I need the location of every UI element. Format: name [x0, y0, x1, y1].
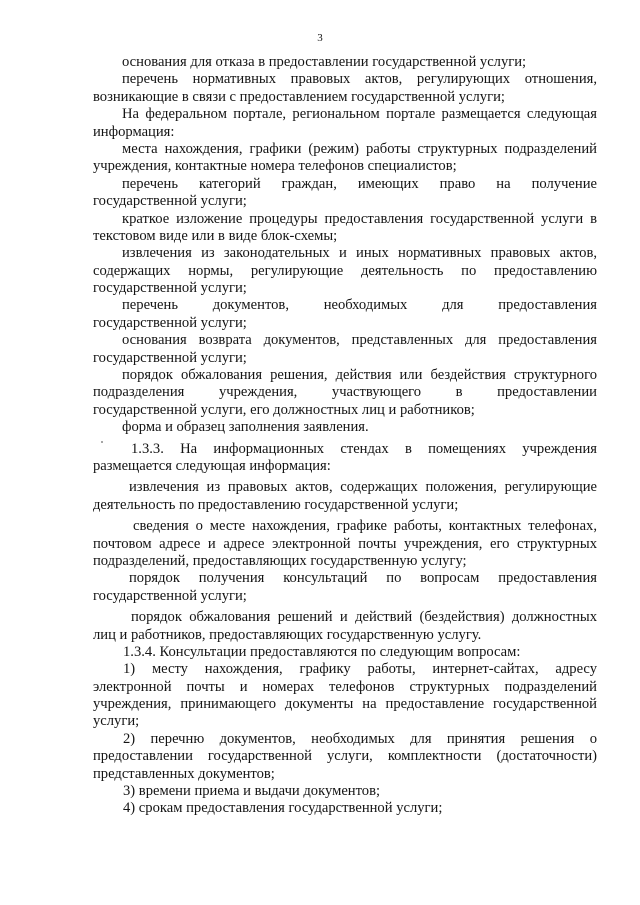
text-line: деятельность по предоставлению государственной услуги;	[93, 496, 459, 513]
text-line: порядок обжалования решений и действий (бездействия) должностных	[131, 609, 597, 626]
text-line: государственной услуги, его должностных лиц и работников;	[93, 401, 475, 418]
text-line: предоставлении государственной услуги, комплектности (достаточности)	[93, 748, 597, 765]
text-line: возникающие в связи с предоставлением государственной услуги;	[93, 88, 505, 105]
text-line: учреждения, принимающего документы на предоставление государственной	[93, 696, 597, 713]
text-line: электронной почты и номерах телефонов структурных подразделений	[93, 678, 597, 695]
text-line: перечень документов, необходимых для предоставления	[122, 297, 597, 314]
text-line: государственной услуги;	[93, 349, 247, 366]
text-line: форма и образец заполнения заявления.	[122, 419, 369, 436]
text-line: перечень категорий граждан, имеющих право на получение	[122, 175, 597, 192]
text-line: извлечения из законодательных и иных нормативных правовых актов,	[122, 245, 597, 262]
text-line: места нахождения, графики (режим) работы структурных подразделений	[122, 140, 597, 157]
text-line: текстовом виде или в виде блок-схемы;	[93, 227, 338, 244]
text-line: 3) времени приема и выдачи документов;	[123, 783, 381, 800]
text-line: 2) перечню документов, необходимых для принятия решения о	[123, 730, 597, 747]
text-line: подразделения учреждения, участвующего в предоставлении	[93, 384, 597, 401]
text-line: 1.3.3. На информационных стендах в помещениях учреждения	[131, 440, 597, 457]
text-line: порядок получения консультаций по вопросам предоставления	[129, 570, 597, 587]
text-line: 1.3.4. Консультации предоставляются по следующим вопросам:	[123, 643, 521, 660]
text-line: услуги;	[93, 713, 140, 730]
text-line: информация:	[93, 123, 175, 140]
text-line: 1) месту нахождения, графику работы, интернет-сайтах, адресу	[123, 661, 597, 678]
text-line: представленных документов;	[93, 765, 275, 782]
text-line: порядок обжалования решения, действия или бездействия структурного	[122, 367, 597, 384]
text-line: перечень нормативных правовых актов, регулирующих отношения,	[122, 71, 597, 88]
text-line: подразделений, предоставляющих государственную услугу;	[93, 552, 467, 569]
text-line: основания для отказа в предоставлении государственной услуги;	[122, 54, 527, 70]
text-line: содержащих нормы, регулирующие деятельность по предоставлению	[93, 262, 597, 279]
text-line: 4) срокам предоставления государственной услуги;	[123, 800, 443, 817]
text-line: основания возврата документов, представленных для предоставления	[122, 332, 597, 349]
text-line: государственной услуги;	[93, 314, 247, 331]
document-body	[93, 54, 597, 818]
text-line: размещается следующая информация:	[93, 457, 331, 474]
text-line: сведения о месте нахождения, графике работы, контактных телефонах,	[133, 518, 597, 535]
text-line: На федеральном портале, региональном портале размещается следующая	[122, 106, 597, 123]
text-line: краткое изложение процедуры предоставления государственной услуги в	[122, 210, 597, 227]
text-line: лиц и работников, предоставляющих государственную услугу.	[93, 626, 482, 643]
text-line: государственной услуги;	[93, 280, 247, 297]
text-line: государственной услуги;	[93, 587, 247, 604]
text-line: учреждения, контактные номера телефонов специалистов;	[93, 158, 457, 175]
text-line: государственной услуги;	[93, 193, 247, 210]
page-number: 3	[317, 32, 323, 44]
text-line: почтовом адресе и адресе электронной почты учреждения, его структурных	[93, 535, 597, 552]
text-line: извлечения из правовых актов, содержащих положения, регулирующие	[129, 479, 597, 496]
